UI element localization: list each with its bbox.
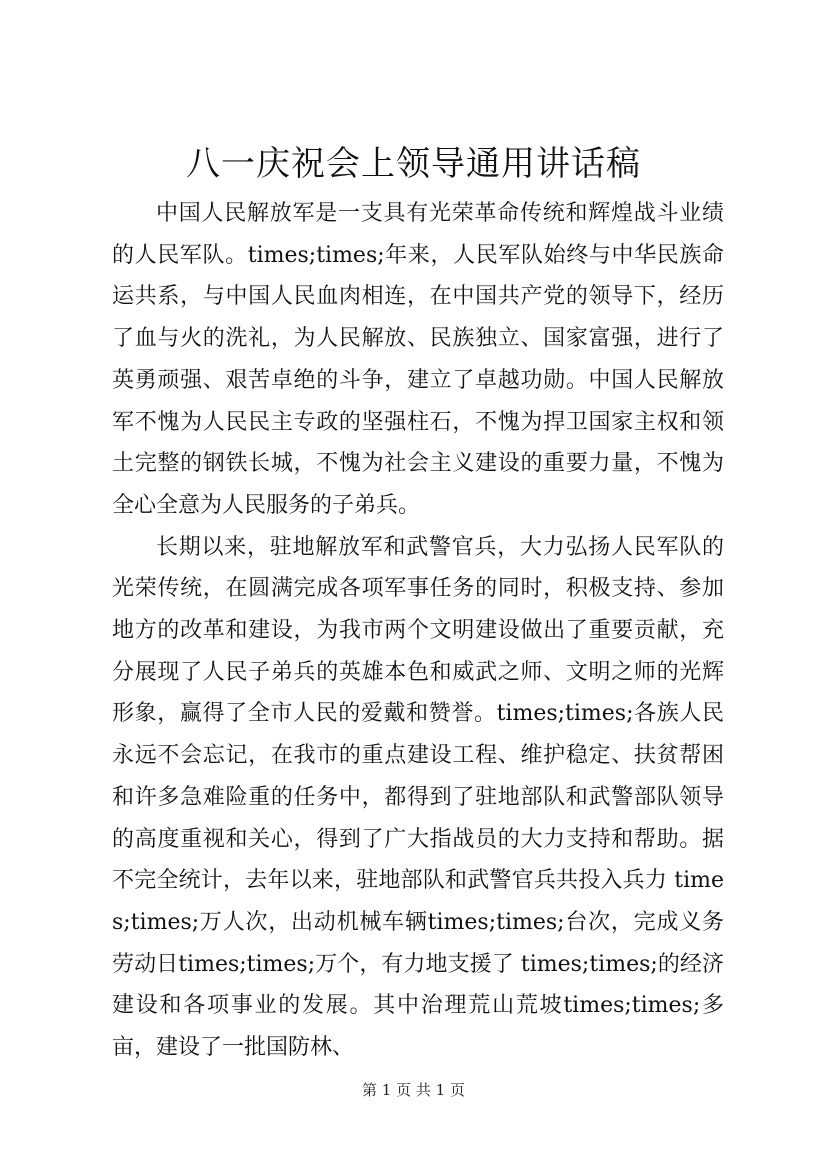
paragraph-1: 中国人民解放军是一支具有光荣革命传统和辉煌战斗业绩的人民军队。times;times;年来，人民军队始终与中华民族命运共系，与中国人民血肉相连，在中国共产党的领导下，经历了血与火的洗礼，为人民解放、民族独立、国家富强，进行了英勇顽强、艰苦卓绝的斗争，建立了卓越功勋。中国人民解放军不愧为人民民主专政的坚强柱石，不愧为捍卫国家主权和领土完整的钢铁长城，不愧为社会主义建设的重要力量，不愧为全心全意为人民服务的子弟兵。: [112, 201, 724, 518]
paragraph-2: 长期以来，驻地解放军和武警官兵，大力弘扬人民军队的光荣传统，在圆满完成各项军事任务的同时，积极支持、参加地方的改革和建设，为我市两个文明建设做出了重要贡献，充分展现了人民子弟兵的英雄本色和威武之师、文明之师的光辉形象，赢得了全市人民的爱戴和赞誉。times;times;各族人民永远不会忘记，在我市的重点建设工程、维护稳定、扶贫帮困和许多急难险重的任务中，都得到了驻地部队和武警部队领导的高度重视和关心，得到了广大指战员的大力支持和帮助。据不完全统计，去年以来，驻地部队和武警官兵共投入兵力 times;times;万人次，出动机械车辆times;times;台次，完成义务劳动日times;times;万个，有力地支援了 times;times;的经济建设和各项事业的发展。其中治理荒山荒坡times;times;多亩，建设了一批国防林、: [112, 534, 724, 1061]
document-title: 八一庆祝会上领导通用讲话稿: [186, 144, 641, 184]
page-footer: 第 1 页 共 1 页: [362, 1081, 465, 1099]
document-body: [112, 193, 724, 1069]
